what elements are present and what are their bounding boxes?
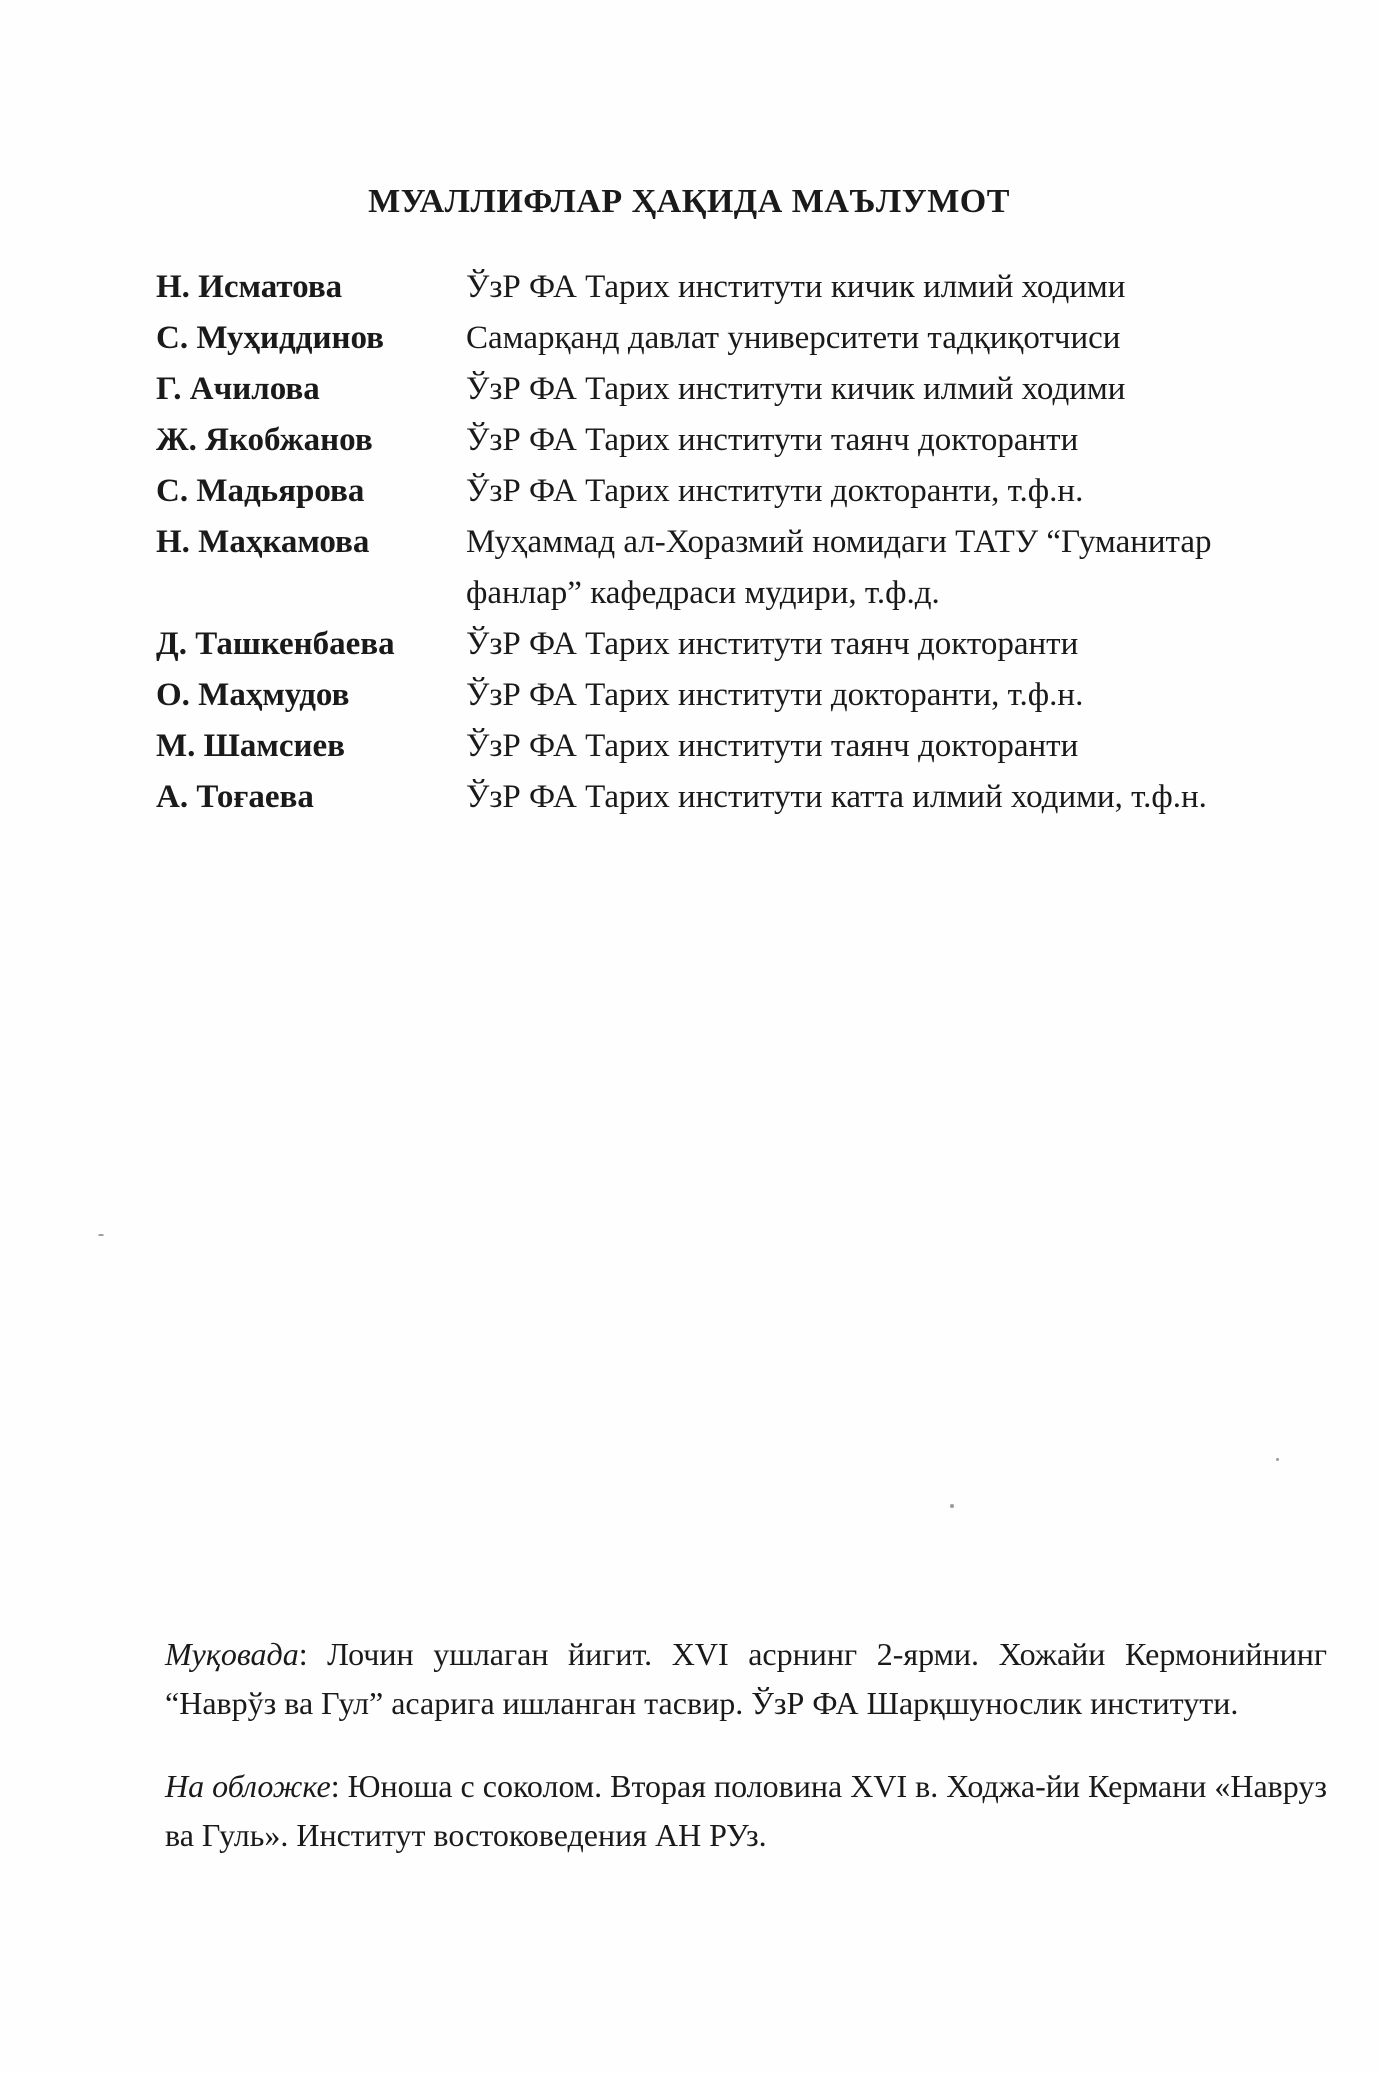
cover-caption-ru-label: На обложке xyxy=(165,1768,331,1804)
author-row xyxy=(156,364,1326,415)
author-name: Д. Ташкенбаева xyxy=(156,626,395,662)
author-name: С. Муҳиддинов xyxy=(156,320,384,356)
author-row xyxy=(156,670,1326,721)
author-row xyxy=(156,415,1326,466)
scan-speck xyxy=(1276,1458,1279,1461)
author-name: О. Маҳмудов xyxy=(156,677,350,713)
author-row xyxy=(156,517,1326,619)
author-role: ЎзР ФА Тарих институти кичик илмий ходими xyxy=(466,269,1126,305)
author-row xyxy=(156,772,1326,823)
cover-captions xyxy=(165,1630,1327,1894)
scan-speck xyxy=(950,1504,954,1508)
author-name: Н. Маҳкамова xyxy=(156,524,370,560)
scan-speck xyxy=(98,1234,104,1236)
author-name: А. Тоғаева xyxy=(156,779,314,815)
cover-caption-uz-label: Муқовада xyxy=(165,1636,299,1672)
author-role: Самарқанд давлат университети тадқиқотчиси xyxy=(466,320,1121,356)
author-name: Н. Исматова xyxy=(156,269,343,305)
author-role: Муҳаммад ал-Хоразмий номидаги ТАТУ “Гуманитар фанлар” кафедраси мудири, т.ф.д. xyxy=(466,524,1212,611)
author-role: ЎзР ФА Тарих институти таянч докторанти xyxy=(466,626,1079,662)
author-name: Ж. Якобжанов xyxy=(156,422,373,458)
author-role: ЎзР ФА Тарих институти таянч докторанти xyxy=(466,728,1079,764)
author-role: ЎзР ФА Тарих институти кичик илмий ходими xyxy=(466,371,1126,407)
author-row xyxy=(156,466,1326,517)
cover-caption-uz xyxy=(165,1630,1327,1728)
author-role: ЎзР ФА Тарих институти докторанти, т.ф.н. xyxy=(466,473,1084,509)
authors-list xyxy=(156,262,1326,823)
author-role: ЎзР ФА Тарих институти катта илмий ходими, т.ф.н. xyxy=(466,779,1207,815)
author-row xyxy=(156,313,1326,364)
author-row xyxy=(156,262,1326,313)
author-name: Г. Ачилова xyxy=(156,371,320,407)
author-role: ЎзР ФА Тарих институти докторанти, т.ф.н. xyxy=(466,677,1084,713)
author-role: ЎзР ФА Тарих институти таянч докторанти xyxy=(466,422,1079,458)
cover-caption-ru-text: : Юноша с соколом. Вторая половина XVI в. Ходжа-йи Кермани «Навруз ва Гуль». Институт востоковедения АН РУз. xyxy=(165,1768,1328,1853)
author-row xyxy=(156,619,1326,670)
author-name: М. Шамсиев xyxy=(156,728,345,764)
author-row xyxy=(156,721,1326,772)
cover-caption-uz-text: : Лочин ушлаган йигит. XVI асрнинг 2-ярми. Хожайи Кермонийнинг “Наврўз ва Гул” асарига ишланган тасвир. ЎзР ФА Шарқшунослик институти. xyxy=(165,1636,1327,1721)
cover-caption-ru xyxy=(165,1762,1327,1860)
page-title: МУАЛЛИФЛАР ҲАҚИДА МАЪЛУМОТ xyxy=(368,183,1010,220)
author-name: С. Мадьярова xyxy=(156,473,365,509)
